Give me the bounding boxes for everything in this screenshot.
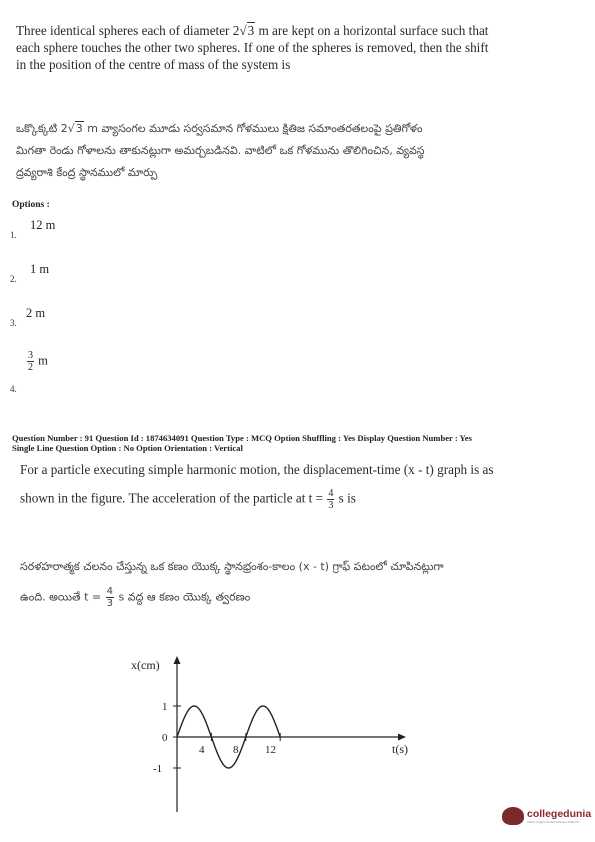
q1-te-line2: మిగతా రెండు గోళాలను తాకునట్లుగా అమర్చబడినవి. వాటిలో ఒక గోళమును తొలిగించిన, వ్యవస్థ [16, 144, 425, 157]
sqrt-symbol: √3 [67, 122, 83, 135]
q1-en-line1: Three identical spheres each of diameter 2√3 m are kept on a horizontal surface such that [16, 23, 489, 38]
graduate-cap-icon [502, 807, 524, 825]
q2-en-line2: shown in the figure. The acceleration of the particle at t = $\frac{4}{3}$ s is [20, 488, 356, 511]
x-axis-label: t(s) [392, 742, 408, 756]
y-tick-label: 0 [162, 732, 168, 744]
q2-te-line1: సరళహరాత్మక చలనం చేస్తున్న ఒక కణం యొక్క స్థానభ్రంశం-కాలం (x - t) గ్రాఫ్ పటంలో చూపినట్లుగా [20, 560, 444, 573]
y-tick-label: -1 [153, 763, 163, 775]
sqrt-symbol: √3 [239, 23, 255, 38]
x-tick-label: 4 [199, 744, 205, 756]
y-axis-arrow [174, 656, 181, 664]
option-4-fraction: $\frac{3}{2}$ [28, 350, 33, 373]
option-1-text[interactable]: 12 m [30, 218, 56, 232]
option-3-number: 3. [10, 318, 17, 328]
option-4-number: 4. [10, 384, 17, 394]
x-tick-label: 12 [265, 744, 276, 756]
q2-te-fraction: $\frac{4}{3}$ [106, 586, 114, 609]
q1-en-line3: in the position of the centre of mass of the system is [16, 57, 291, 72]
q2-en-line1: For a particle executing simple harmonic motion, the displacement-time (x - t) graph is as [20, 462, 494, 477]
y-tick-label: 1 [162, 701, 168, 713]
x-tick-label: 8 [233, 744, 239, 756]
q2-en-fraction: $\frac{4}{3}$ [328, 488, 334, 511]
options-label: Options : [12, 200, 50, 210]
q1-en-line2: each sphere touches the other two spheres. If one of the spheres is removed, then the shift [16, 40, 489, 55]
q2-te-line2: ఉంది. అయితే t = $\frac{4}{3}$ s వద్ద ఆ కణం యొక్క త్వరణం [20, 586, 251, 609]
option-3-text[interactable]: 2 m [26, 306, 46, 320]
x-axis-arrow [398, 734, 406, 741]
brand-name: collegedunia [527, 807, 592, 820]
option-2-number: 2. [10, 274, 17, 284]
brand-tagline: India's largest Student Review Platform [527, 819, 580, 824]
y-axis-label: x(cm) [131, 658, 160, 672]
q1-te-line1: ఒక్కొక్కటి 2√3 m వ్యాసంగల మూడు సర్వసమాన గోళములు క్షితిజ సమాంతరతలంపై ప్రతిగోళం [16, 118, 581, 140]
option-1-number: 1. [10, 230, 17, 240]
option-2-text[interactable]: 1 m [30, 262, 50, 276]
option-4-text[interactable]: $\frac{3}{2}$ m [28, 350, 48, 373]
q1-te-line3: ద్రవ్యరాశి కేంద్ర స్థానములో మార్పు [16, 166, 158, 179]
collegedunia-logo[interactable] [502, 807, 591, 825]
q2-meta: Question Number : 91 Question Id : 1874634091 Question Type : MCQ Option Shuffling : Yes Display Question Number : Yes Single Line Question Option : No Option Orientation : Vertical [12, 433, 472, 453]
